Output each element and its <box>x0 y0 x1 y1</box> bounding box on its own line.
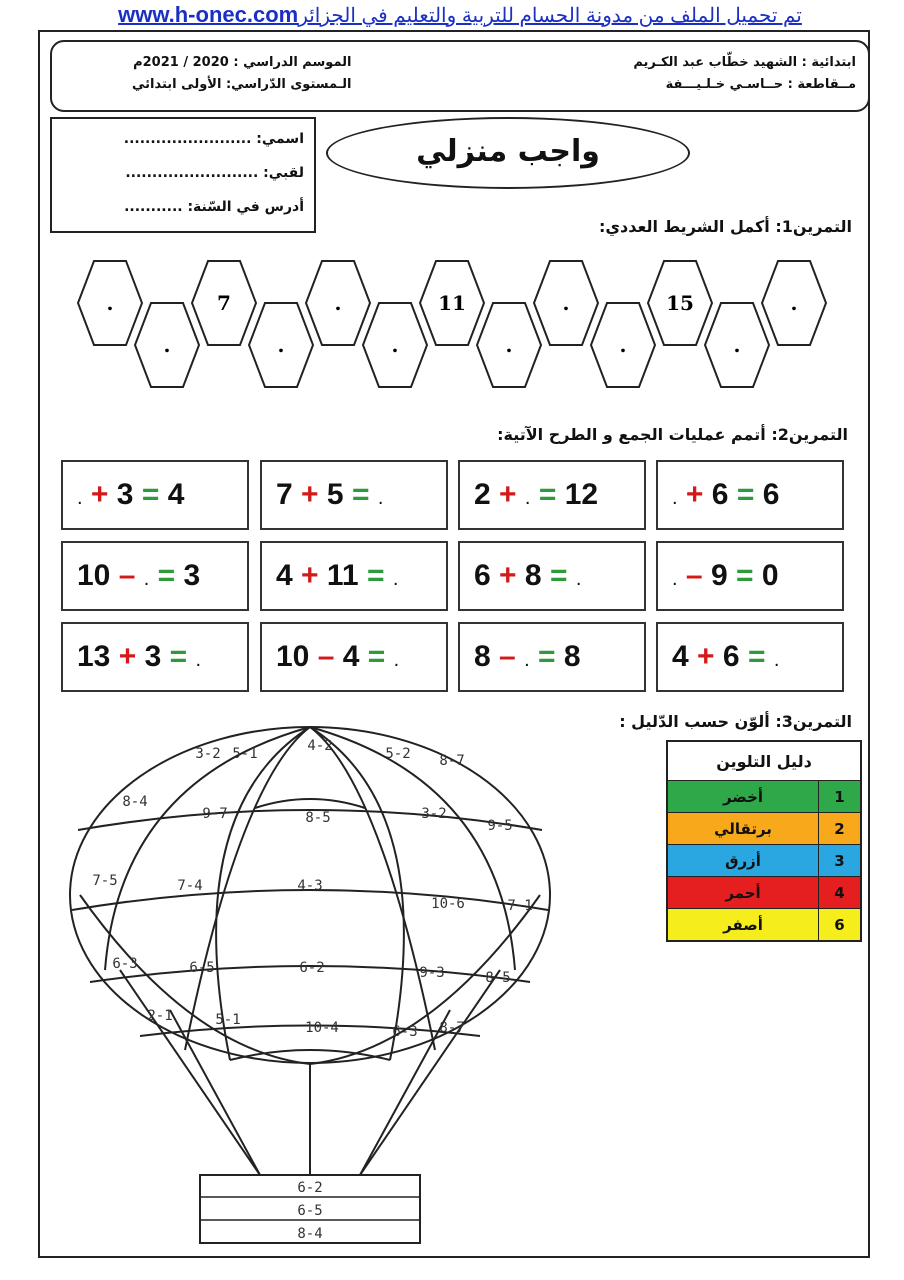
equals-sign: = <box>367 640 386 673</box>
legend-number: 4 <box>819 877 862 909</box>
result: 12 <box>564 478 599 511</box>
operation-cell[interactable] <box>458 460 646 530</box>
operation-cell[interactable] <box>656 460 844 530</box>
operand-b: 6 <box>711 478 729 511</box>
operand-b: 8 <box>524 559 542 592</box>
grade-level: الـمستوى الدّراسي: الأولى ابتدائي <box>132 77 352 92</box>
worksheet-header <box>50 40 870 112</box>
basket-cell-label[interactable]: 8-4 <box>297 1226 323 1242</box>
operand-b: 5 <box>326 478 344 511</box>
result: 3 <box>183 559 201 592</box>
operator: + <box>90 478 109 511</box>
operator: – <box>317 640 335 673</box>
hex-value: . <box>106 291 114 315</box>
balloon-cell-label[interactable]: 5-2 <box>385 746 411 762</box>
operation-cell[interactable] <box>61 541 249 611</box>
operation-cell[interactable] <box>260 460 448 530</box>
balloon-cell-label[interactable]: 8-7 <box>439 1020 465 1036</box>
operand-a: 8 <box>474 640 491 673</box>
operand-b[interactable]: . <box>524 487 531 509</box>
operand-a[interactable]: . <box>672 568 678 590</box>
result: 6 <box>762 478 780 511</box>
hex-value: . <box>505 333 513 357</box>
hex-value: . <box>391 333 399 357</box>
result: 0 <box>761 559 779 592</box>
banner-text: تم تحميل الملف من مدونة الحسام للتربية والتعليم في الجزائر <box>298 5 802 27</box>
basket-cell-label[interactable]: 6-2 <box>297 1180 323 1196</box>
operand-a: 13 <box>77 640 111 673</box>
operand-b[interactable]: . <box>524 649 530 671</box>
equals-sign: = <box>735 559 754 592</box>
equals-sign: = <box>351 478 370 511</box>
balloon-cell-label[interactable]: 9-3 <box>419 965 445 981</box>
balloon-cell-label[interactable]: 7-4 <box>177 878 203 894</box>
student-surname-field[interactable]: لقبي: ......................... <box>125 165 304 181</box>
operand-b: 11 <box>326 559 359 592</box>
balloon-cell-label[interactable]: 3-2 <box>195 746 221 762</box>
exercise-1-label: التمرين1: أكمل الشريط العددي: <box>598 217 852 236</box>
exercise-2-label: التمرين2: أتمم عمليات الجمع و الطرح الآتية: <box>497 425 848 444</box>
operator: + <box>301 559 319 592</box>
exercise-3-label: التمرين3: ألوّن حسب الدّليل : <box>619 712 852 731</box>
hex-value: . <box>334 291 342 315</box>
operand-b: 4 <box>342 640 360 673</box>
balloon-cell-label[interactable]: 8-4 <box>122 794 148 810</box>
equals-sign: = <box>747 640 766 673</box>
operator: + <box>685 478 704 511</box>
equals-sign: = <box>157 559 176 592</box>
legend-color-name: برتقالي <box>667 813 819 845</box>
operator: – <box>118 559 136 592</box>
balloon-cell-label[interactable]: 5-1 <box>215 1012 241 1028</box>
operation-cell[interactable] <box>656 541 844 611</box>
result[interactable]: . <box>377 487 384 509</box>
operator: + <box>499 478 517 511</box>
balloon-cell-label[interactable]: 8-7 <box>439 753 465 769</box>
balloon-cell-label[interactable]: 10-6 <box>431 896 465 912</box>
legend-color-name: أخضر <box>667 781 819 813</box>
balloon-cell-label[interactable]: 6-3 <box>112 956 138 972</box>
operation-cell[interactable] <box>458 622 646 692</box>
legend-color-name: أزرق <box>667 845 819 877</box>
legend-row <box>667 845 861 877</box>
balloon-cell-label[interactable]: 6-3 <box>392 1024 418 1040</box>
equals-sign: = <box>366 559 385 592</box>
result[interactable]: . <box>773 649 780 671</box>
operator: + <box>697 640 715 673</box>
balloon-cell-label[interactable]: 4-2 <box>307 738 333 754</box>
student-name-field[interactable]: اسمي: ........................ <box>123 131 304 147</box>
banner-site-link[interactable]: www.h-onec.com <box>118 2 299 27</box>
hex-value: 15 <box>666 291 694 315</box>
student-class-field[interactable]: أدرس في السّنة: ........... <box>124 199 304 215</box>
balloon-cell-label[interactable]: 6-5 <box>189 960 215 976</box>
worksheet-title: واجب منزلي <box>326 117 690 189</box>
operand-a: 10 <box>77 559 111 592</box>
operand-b: 3 <box>144 640 162 673</box>
equals-sign: = <box>549 559 568 592</box>
operation-cell[interactable] <box>260 541 448 611</box>
operand-a[interactable]: . <box>77 487 83 509</box>
student-info-box <box>50 117 316 233</box>
result: 4 <box>167 478 185 511</box>
result[interactable]: . <box>575 568 582 590</box>
color-legend <box>666 740 862 942</box>
balloon-cell-label[interactable]: 8-5 <box>485 970 511 986</box>
equals-sign: = <box>141 478 160 511</box>
operation-cell[interactable] <box>260 622 448 692</box>
legend-number: 6 <box>819 909 862 942</box>
result[interactable]: . <box>392 568 399 590</box>
balloon-cell-label[interactable]: 3-2 <box>421 806 447 822</box>
hex-value: . <box>733 333 741 357</box>
operator: – <box>499 640 516 673</box>
balloon-cell-label[interactable]: 5-1 <box>232 746 258 762</box>
legend-color-name: أحمر <box>667 877 819 909</box>
result: 8 <box>563 640 581 673</box>
legend-row <box>667 813 861 845</box>
legend-number: 3 <box>819 845 862 877</box>
balloon-cell-label[interactable]: 10-4 <box>305 1020 339 1036</box>
school-season: الموسم الدراسي : 2020 / 2021م <box>133 55 352 70</box>
basket-cell-label[interactable]: 6-5 <box>297 1203 323 1219</box>
operand-a: 2 <box>474 478 491 511</box>
result[interactable]: . <box>393 649 400 671</box>
download-banner[interactable] <box>60 2 860 30</box>
district-name: مــقاطعة : حــاسـي خـلـيـــفة <box>665 77 856 92</box>
operand-b: 3 <box>116 478 134 511</box>
legend-color-name: أصفر <box>667 909 819 942</box>
operator: + <box>118 640 137 673</box>
balloon-cell-label[interactable]: 7-5 <box>92 873 118 889</box>
operation-cell[interactable] <box>61 460 249 530</box>
balloon-cell-label[interactable]: 4-3 <box>297 878 323 894</box>
hot-air-balloon <box>60 720 620 1250</box>
legend-row <box>667 909 861 942</box>
hex-value: . <box>562 291 570 315</box>
legend-number: 1 <box>819 781 862 813</box>
operand-b[interactable]: . <box>143 568 150 590</box>
operand-a: 6 <box>474 559 491 592</box>
equals-sign: = <box>538 478 557 511</box>
operand-a[interactable]: . <box>672 487 678 509</box>
hex-value: 11 <box>438 291 466 315</box>
operator: – <box>685 559 703 592</box>
result[interactable]: . <box>195 649 202 671</box>
balloon-cell-label[interactable]: 7-1 <box>507 898 533 914</box>
operand-a: 4 <box>672 640 689 673</box>
equals-sign: = <box>537 640 556 673</box>
hex-value: . <box>163 333 171 357</box>
school-name: ابتدائية : الشهيد خطّاب عبد الكـريم <box>633 55 856 70</box>
balloon-cell-label[interactable]: 6-2 <box>299 960 325 976</box>
equals-sign: = <box>736 478 755 511</box>
hex-value: . <box>277 333 285 357</box>
legend-row <box>667 781 861 813</box>
hex-value: 7 <box>217 291 231 315</box>
legend-title: دليل التلوين <box>667 741 861 781</box>
operand-b: 9 <box>710 559 728 592</box>
operator: + <box>301 478 319 511</box>
operand-a: 7 <box>276 478 293 511</box>
balloon-cell-label[interactable]: 9-5 <box>487 818 513 834</box>
hex-value: . <box>790 291 798 315</box>
operand-b: 6 <box>722 640 740 673</box>
number-strip <box>72 255 842 405</box>
operation-cell[interactable] <box>61 622 249 692</box>
equals-sign: = <box>169 640 188 673</box>
operand-a: 10 <box>276 640 310 673</box>
legend-number: 2 <box>819 813 862 845</box>
legend-row <box>667 877 861 909</box>
balloon-cell-label[interactable]: 8-5 <box>305 810 331 826</box>
balloon-cell-label[interactable]: 2-1 <box>147 1008 173 1024</box>
operand-a: 4 <box>276 559 293 592</box>
balloon-cell-label[interactable]: 9-7 <box>202 806 228 822</box>
operator: + <box>499 559 517 592</box>
hex-value: . <box>619 333 627 357</box>
operation-cell[interactable] <box>458 541 646 611</box>
operation-cell[interactable] <box>656 622 844 692</box>
